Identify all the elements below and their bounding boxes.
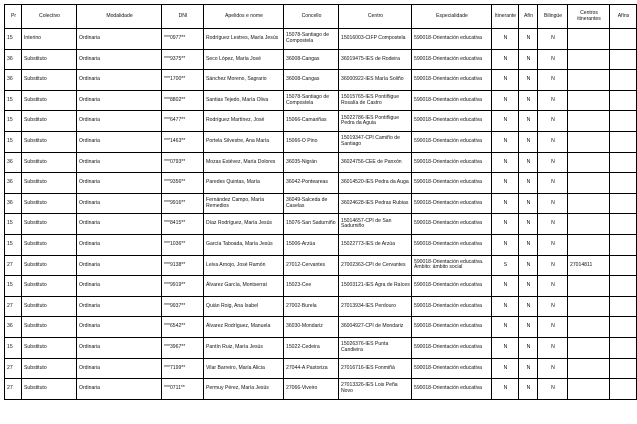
cell-concello: 15022-Cedeira [284,337,339,358]
cell-dni: ***9919** [162,276,204,297]
cell-centros-itinerantes [568,173,610,194]
cell-pr: 36 [5,70,22,91]
table-row [5,276,637,297]
cell-centros-itinerantes [568,317,610,338]
cell-especialidade: 590018-Orientación educativa [412,152,492,173]
cell-itinerante: N [492,276,519,297]
header-modalidade: Modalidade [77,5,162,29]
cell-afins [610,173,637,194]
assignments-table [4,4,637,400]
table-header-row [5,5,637,29]
cell-concello: 15076-San Sadurniño [284,214,339,235]
cell-especialidade: 590018-Orientación educativa [412,70,492,91]
cell-afins [610,131,637,152]
cell-concello: 27066-Viveiro [284,379,339,400]
cell-afin: N [519,379,538,400]
cell-centro: 27016716-IES Fonmiñá [339,358,412,379]
cell-afins [610,111,637,132]
cell-centro: 36024628-IES Pedras Rubias [339,193,412,214]
cell-concello: 15023-Cee [284,276,339,297]
cell-centro: 15015765-IES Pontiñigue Rosalía de Castro [339,90,412,111]
cell-itinerante: N [492,296,519,317]
table-row [5,317,637,338]
cell-afins [610,152,637,173]
cell-pr: 27 [5,358,22,379]
cell-apelidos: Leiva Arnojo, José Ramón [204,255,284,276]
table-row [5,173,637,194]
cell-bilingue: N [538,379,568,400]
cell-itinerante: N [492,193,519,214]
table-row [5,70,637,91]
cell-dni: ***3967** [162,337,204,358]
cell-especialidade: 590018-Orientación educativa [412,131,492,152]
table-row [5,358,637,379]
cell-bilingue: N [538,276,568,297]
header-centros-itinerantes: Centros itinerantes [568,5,610,29]
cell-afin: N [519,29,538,50]
cell-itinerante: N [492,379,519,400]
cell-apelidos: Permuy Pérez, María Jesús [204,379,284,400]
cell-modalidade: Ordinaria [77,379,162,400]
cell-afins [610,70,637,91]
cell-bilingue: N [538,70,568,91]
cell-modalidade: Ordinaria [77,29,162,50]
cell-itinerante: N [492,49,519,70]
document-page [4,4,630,400]
cell-dni: ***9356** [162,173,204,194]
cell-centro: 15019347-CPI Camiño de Santiago [339,131,412,152]
cell-colectivo: Substituto [22,337,77,358]
table-body [5,29,637,400]
cell-dni: ***1700** [162,70,204,91]
cell-pr: 15 [5,337,22,358]
table-row [5,379,637,400]
cell-bilingue: N [538,214,568,235]
cell-pr: 36 [5,152,22,173]
cell-afin: N [519,234,538,255]
cell-pr: 27 [5,255,22,276]
cell-modalidade: Ordinaria [77,358,162,379]
cell-modalidade: Ordinaria [77,337,162,358]
cell-apelidos: Rodríguez Martínez, José [204,111,284,132]
cell-itinerante: N [492,358,519,379]
cell-afin: N [519,49,538,70]
cell-afin: N [519,131,538,152]
cell-colectivo: Substituto [22,173,77,194]
cell-concello: 36049-Salceda de Caselas [284,193,339,214]
cell-apelidos: Portela Silvestre, Ana María [204,131,284,152]
cell-afins [610,193,637,214]
cell-centro: 27013326-IES Lois Peña Novo [339,379,412,400]
cell-afins [610,214,637,235]
cell-afin: N [519,337,538,358]
cell-apelidos: Rodríguez Lestres, María Jesús [204,29,284,50]
cell-concello: 15078-Santiago de Compostela [284,90,339,111]
cell-especialidade: 590018-Orientación educativa [412,296,492,317]
cell-pr: 15 [5,131,22,152]
cell-centros-itinerantes [568,131,610,152]
cell-itinerante: N [492,214,519,235]
cell-concello: 15066-O Pino [284,131,339,152]
cell-pr: 15 [5,90,22,111]
cell-afin: N [519,193,538,214]
cell-bilingue: N [538,29,568,50]
cell-apelidos: Quián Roig, Ana Isabel [204,296,284,317]
table-row [5,337,637,358]
cell-bilingue: N [538,296,568,317]
cell-afin: N [519,111,538,132]
cell-itinerante: N [492,90,519,111]
table-row [5,111,637,132]
header-apelidos: Apelidos e nome [204,5,284,29]
cell-afin: N [519,152,538,173]
cell-centros-itinerantes [568,276,610,297]
cell-dni: ***8415** [162,214,204,235]
cell-pr: 15 [5,29,22,50]
cell-centros-itinerantes [568,214,610,235]
header-colectivo: Colectivo [22,5,77,29]
cell-modalidade: Ordinaria [77,234,162,255]
cell-centro: 15016003-CIFP Compostela [339,29,412,50]
cell-dni: ***9138** [162,255,204,276]
cell-centros-itinerantes [568,152,610,173]
cell-centros-itinerantes: 27014811 [568,255,610,276]
table-row [5,234,637,255]
cell-centro: 36000922-IES María Soliño [339,70,412,91]
cell-dni: ***9937** [162,296,204,317]
table-row [5,255,637,276]
cell-itinerante: S [492,255,519,276]
cell-especialidade: 590018-Orientación educativa [412,90,492,111]
cell-especialidade: 590018-Orientación educativa [412,193,492,214]
table-row [5,29,637,50]
cell-itinerante: N [492,131,519,152]
cell-bilingue: N [538,317,568,338]
cell-centros-itinerantes [568,358,610,379]
cell-colectivo: Substituto [22,234,77,255]
table-row [5,152,637,173]
cell-apelidos: Álvarez Rodríguez, Manuela [204,317,284,338]
cell-afin: N [519,317,538,338]
cell-pr: 36 [5,317,22,338]
cell-colectivo: Substituto [22,317,77,338]
cell-centro: 36024756-CEE de Panxón [339,152,412,173]
cell-bilingue: N [538,255,568,276]
cell-modalidade: Ordinaria [77,131,162,152]
cell-pr: 15 [5,234,22,255]
header-especialidade: Especialidade [412,5,492,29]
cell-modalidade: Ordinaria [77,111,162,132]
cell-modalidade: Ordinaria [77,255,162,276]
cell-concello: 15006-Arzúa [284,234,339,255]
cell-colectivo: Substituto [22,193,77,214]
cell-afin: N [519,276,538,297]
cell-modalidade: Ordinaria [77,276,162,297]
cell-bilingue: N [538,131,568,152]
cell-centro: 15026376-IES Punta Candieira [339,337,412,358]
cell-afin: N [519,70,538,91]
cell-modalidade: Ordinaria [77,90,162,111]
header-afins: Afíns [610,5,637,29]
cell-centros-itinerantes [568,234,610,255]
cell-afins [610,317,637,338]
cell-apelidos: Vilar Barreiro, María Alicia [204,358,284,379]
cell-concello: 15078-Santiago de Compostela [284,29,339,50]
table-row [5,90,637,111]
cell-concello: 36008-Cangas [284,70,339,91]
header-concello: Concello [284,5,339,29]
cell-especialidade: 590018-Orientación educativa [412,49,492,70]
cell-itinerante: N [492,29,519,50]
cell-bilingue: N [538,90,568,111]
cell-afin: N [519,296,538,317]
cell-especialidade: 590018-Orientación educativa [412,379,492,400]
cell-apelidos: Mozas Estévez, María Dolores [204,152,284,173]
table-row [5,49,637,70]
cell-pr: 27 [5,379,22,400]
cell-apelidos: Seco López, María José [204,49,284,70]
cell-centro: 36019475-IES de Rodeira [339,49,412,70]
cell-apelidos: García Taboada, María Jesús [204,234,284,255]
cell-centros-itinerantes [568,379,610,400]
cell-pr: 36 [5,49,22,70]
cell-modalidade: Ordinaria [77,49,162,70]
cell-itinerante: N [492,70,519,91]
cell-bilingue: N [538,173,568,194]
cell-centros-itinerantes [568,296,610,317]
cell-modalidade: Ordinaria [77,193,162,214]
cell-bilingue: N [538,193,568,214]
cell-centros-itinerantes [568,29,610,50]
cell-especialidade: 590018-Orientación educativa [412,111,492,132]
cell-concello: 36035-Nigrán [284,152,339,173]
cell-afin: N [519,173,538,194]
cell-afins [610,29,637,50]
cell-colectivo: Substituto [22,131,77,152]
header-afin: Afín [519,5,538,29]
cell-especialidade: 590018-Orientación educativa [412,337,492,358]
cell-colectivo: Substituto [22,214,77,235]
cell-colectivo: Substituto [22,90,77,111]
cell-centro: 15003121-IES Agra de Raíces [339,276,412,297]
cell-concello: 36008-Cangas [284,49,339,70]
cell-dni: ***7199** [162,358,204,379]
cell-afins [610,90,637,111]
cell-bilingue: N [538,234,568,255]
cell-afins [610,49,637,70]
cell-especialidade: 590018-Orientación educativa [412,214,492,235]
cell-concello: 36042-Ponteareas [284,173,339,194]
cell-colectivo: Substituto [22,276,77,297]
cell-apelidos: Sánchez Moreno, Sagrario [204,70,284,91]
cell-concello: 27012-Cervantes [284,255,339,276]
cell-apelidos: Santias Tejedo, María Oliva [204,90,284,111]
cell-modalidade: Ordinaria [77,173,162,194]
cell-especialidade: 590018-Orientación educativa [412,276,492,297]
table-row [5,131,637,152]
cell-afins [610,296,637,317]
cell-centro: 36004927-CPI de Mondariz [339,317,412,338]
cell-afins [610,234,637,255]
cell-dni: ***6542** [162,317,204,338]
cell-colectivo: Substituto [22,379,77,400]
cell-afins [610,276,637,297]
header-itinerante: Itinerante [492,5,519,29]
cell-modalidade: Ordinaria [77,214,162,235]
cell-itinerante: N [492,152,519,173]
cell-bilingue: N [538,358,568,379]
cell-dni: ***6477** [162,111,204,132]
header-pr: Pr [5,5,22,29]
cell-especialidade: 590018-Orientación educativa [412,234,492,255]
cell-apelidos: Álvarez García, Montserrat [204,276,284,297]
cell-modalidade: Ordinaria [77,152,162,173]
cell-afins [610,337,637,358]
header-centro: Centro [339,5,412,29]
cell-dni: ***0711** [162,379,204,400]
cell-apelidos: Paredes Quintas, María [204,173,284,194]
cell-modalidade: Ordinaria [77,317,162,338]
cell-colectivo: Substituto [22,255,77,276]
cell-centros-itinerantes [568,111,610,132]
cell-afin: N [519,358,538,379]
cell-especialidade: 590018-Orientación educativa [412,173,492,194]
cell-centro: 15022786-IES Pontiñigue Pedra da Aguia [339,111,412,132]
cell-colectivo: Substituto [22,296,77,317]
cell-dni: ***0977** [162,29,204,50]
cell-especialidade: 590018-Orientación educativa. Ámbito: ámbito social [412,255,492,276]
cell-bilingue: N [538,111,568,132]
cell-concello: 15066-Camariñas [284,111,339,132]
cell-centro: 27002363-CPI de Cervantes [339,255,412,276]
cell-colectivo: Substituto [22,111,77,132]
table-row [5,214,637,235]
cell-pr: 36 [5,193,22,214]
cell-centros-itinerantes [568,90,610,111]
cell-pr: 15 [5,276,22,297]
cell-concello: 27044-A Pastoriza [284,358,339,379]
cell-especialidade: 590018-Orientación educativa [412,358,492,379]
cell-afins [610,379,637,400]
header-bilingue: Bilingüe [538,5,568,29]
cell-bilingue: N [538,337,568,358]
cell-bilingue: N [538,152,568,173]
cell-dni: ***8802** [162,90,204,111]
cell-colectivo: Interino [22,29,77,50]
cell-itinerante: N [492,173,519,194]
cell-colectivo: Substituto [22,358,77,379]
table-row [5,193,637,214]
header-dni: DNI [162,5,204,29]
cell-modalidade: Ordinaria [77,296,162,317]
cell-centro: 36014520-IES Pedra da Auga [339,173,412,194]
cell-itinerante: N [492,234,519,255]
cell-concello: 36030-Mondariz [284,317,339,338]
cell-pr: 27 [5,296,22,317]
cell-colectivo: Substituto [22,70,77,91]
cell-afin: N [519,90,538,111]
cell-modalidade: Ordinaria [77,70,162,91]
cell-pr: 36 [5,173,22,194]
cell-centros-itinerantes [568,193,610,214]
cell-dni: ***9375** [162,49,204,70]
cell-apelidos: Díaz Rodríguez, María Jesús [204,214,284,235]
cell-concello: 27002-Burela [284,296,339,317]
cell-apelidos: Pantín Ruiz, María Jesús [204,337,284,358]
cell-itinerante: N [492,337,519,358]
cell-itinerante: N [492,111,519,132]
cell-afins [610,255,637,276]
cell-dni: ***1036** [162,234,204,255]
cell-colectivo: Substituto [22,152,77,173]
cell-itinerante: N [492,317,519,338]
cell-especialidade: 590018-Orientación educativa [412,29,492,50]
cell-dni: ***0793** [162,152,204,173]
cell-apelidos: Fernández Campo, María Remedios [204,193,284,214]
cell-centro: 15014657-CPI de San Sadurniño [339,214,412,235]
cell-pr: 15 [5,111,22,132]
cell-afin: N [519,255,538,276]
cell-afin: N [519,214,538,235]
cell-colectivo: Substituto [22,49,77,70]
cell-centros-itinerantes [568,49,610,70]
cell-dni: ***1463** [162,131,204,152]
cell-especialidade: 590018-Orientación educativa [412,317,492,338]
cell-afins [610,358,637,379]
cell-bilingue: N [538,49,568,70]
cell-dni: ***9916** [162,193,204,214]
cell-centros-itinerantes [568,337,610,358]
cell-centro: 27013934-IES Perdouro [339,296,412,317]
table-row [5,296,637,317]
cell-pr: 15 [5,214,22,235]
cell-centros-itinerantes [568,70,610,91]
cell-centro: 15022773-IES de Arzúa [339,234,412,255]
